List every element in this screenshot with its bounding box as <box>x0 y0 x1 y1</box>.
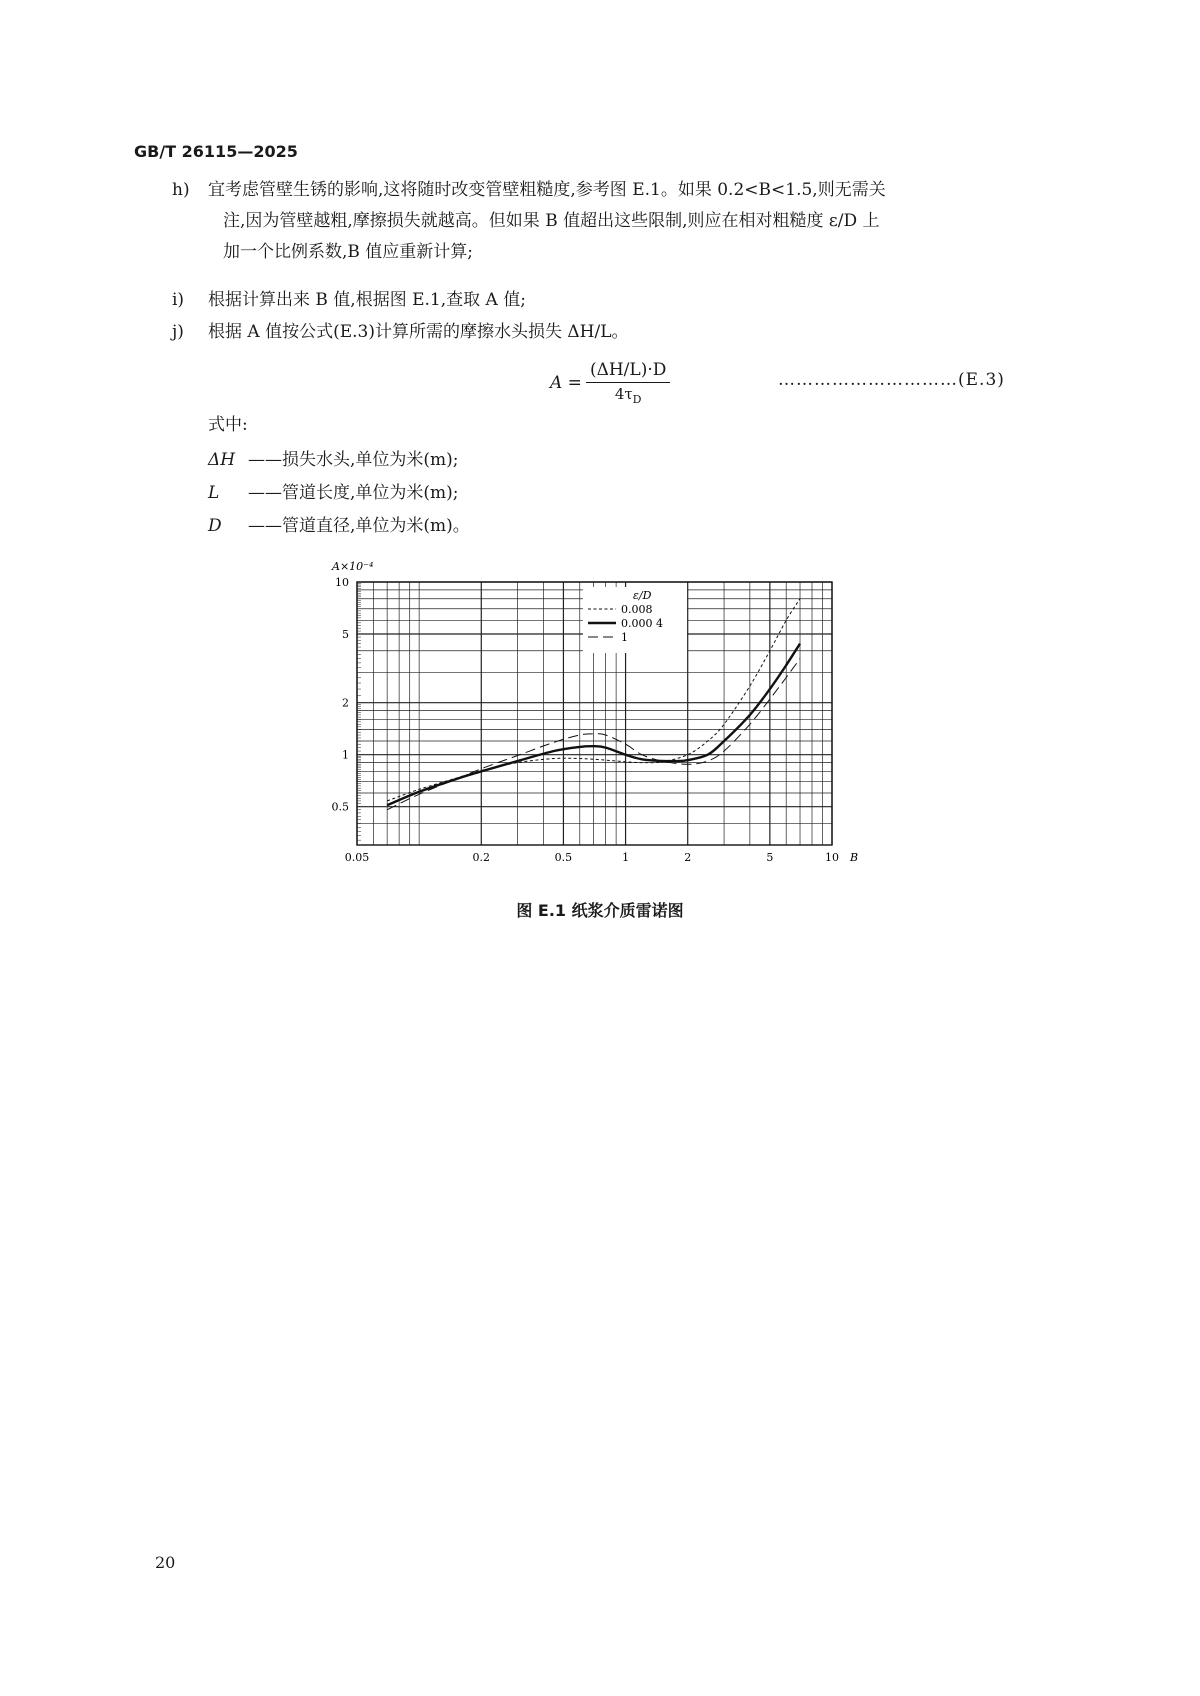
denominator-subscript: D <box>632 393 642 406</box>
where-desc: ——损失水头,单位为米(m); <box>248 450 459 470</box>
where-item <box>208 478 459 503</box>
formula-number: …………………………(E.3) <box>778 370 1005 390</box>
list-item-h <box>160 175 1060 268</box>
legend-label: 0.008 <box>621 603 653 616</box>
denominator-text: 4τ <box>614 385 633 403</box>
item-text-line: 加一个比例系数,B 值应重新计算; <box>223 242 474 262</box>
x-tick-label: 10 <box>825 851 839 864</box>
x-tick-label: 0.2 <box>472 851 491 864</box>
x-tick-label: 2 <box>684 851 692 864</box>
figure-caption: 图 E.1 纸浆介质雷诺图 <box>516 901 684 920</box>
x-tick-label: 0.05 <box>344 851 370 864</box>
list-item-i <box>160 285 1060 316</box>
item-label: h) <box>172 180 190 200</box>
where-symbol: ΔH <box>208 450 236 470</box>
y-axis-label: A×10⁻⁴ <box>332 560 374 573</box>
where-intro: 式中: <box>208 415 248 435</box>
standard-number: GB/T 26115—2025 <box>134 142 298 161</box>
item-text-line: 注,因为管壁越粗,摩擦损失就越高。但如果 B 值超出这些限制,则应在相对粗糙度 ε/D 上 <box>223 211 880 231</box>
item-text-line: 根据计算出来 B 值,根据图 E.1,查取 A 值; <box>208 290 526 310</box>
legend-label: 0.000 4 <box>621 617 663 630</box>
list-item-j <box>160 317 1060 348</box>
y-tick-label: 2 <box>342 696 349 710</box>
page-number: 20 <box>155 1553 176 1572</box>
y-tick-label: 0.5 <box>331 800 349 814</box>
where-desc: ——管道长度,单位为米(m); <box>248 483 459 503</box>
legend-title: ε/D <box>633 589 652 602</box>
y-tick-label: 1 <box>342 748 349 762</box>
formula-denominator <box>615 383 642 406</box>
formula-lhs: A = <box>550 373 582 393</box>
reynolds-chart <box>300 545 880 885</box>
x-tick-label: 0.5 <box>554 851 573 864</box>
item-text-line: 宜考虑管壁生锈的影响,这将随时改变管壁粗糙度,参考图 E.1。如果 0.2<B<1.5,则无需关 <box>208 180 886 200</box>
y-tick-label: 5 <box>342 627 349 641</box>
y-tick-label: 10 <box>335 576 349 589</box>
item-text-line: 根据 A 值按公式(E.3)计算所需的摩擦水头损失 ΔH/L。 <box>208 322 629 342</box>
x-axis-label: B <box>850 851 859 864</box>
where-desc: ——管道直径,单位为米(m)。 <box>248 516 470 536</box>
where-symbol: L <box>208 483 220 503</box>
formula-e3 <box>550 360 670 406</box>
where-item <box>208 445 459 470</box>
formula-numerator: (ΔH/L)·D <box>586 360 670 383</box>
legend-label: 1 <box>621 631 628 644</box>
formula-fraction <box>586 360 670 406</box>
item-label: j) <box>172 322 184 342</box>
x-tick-label: 5 <box>766 851 774 864</box>
where-symbol: D <box>208 516 222 536</box>
item-label: i) <box>172 290 185 310</box>
where-item <box>208 511 470 536</box>
x-tick-label: 1 <box>622 851 630 864</box>
